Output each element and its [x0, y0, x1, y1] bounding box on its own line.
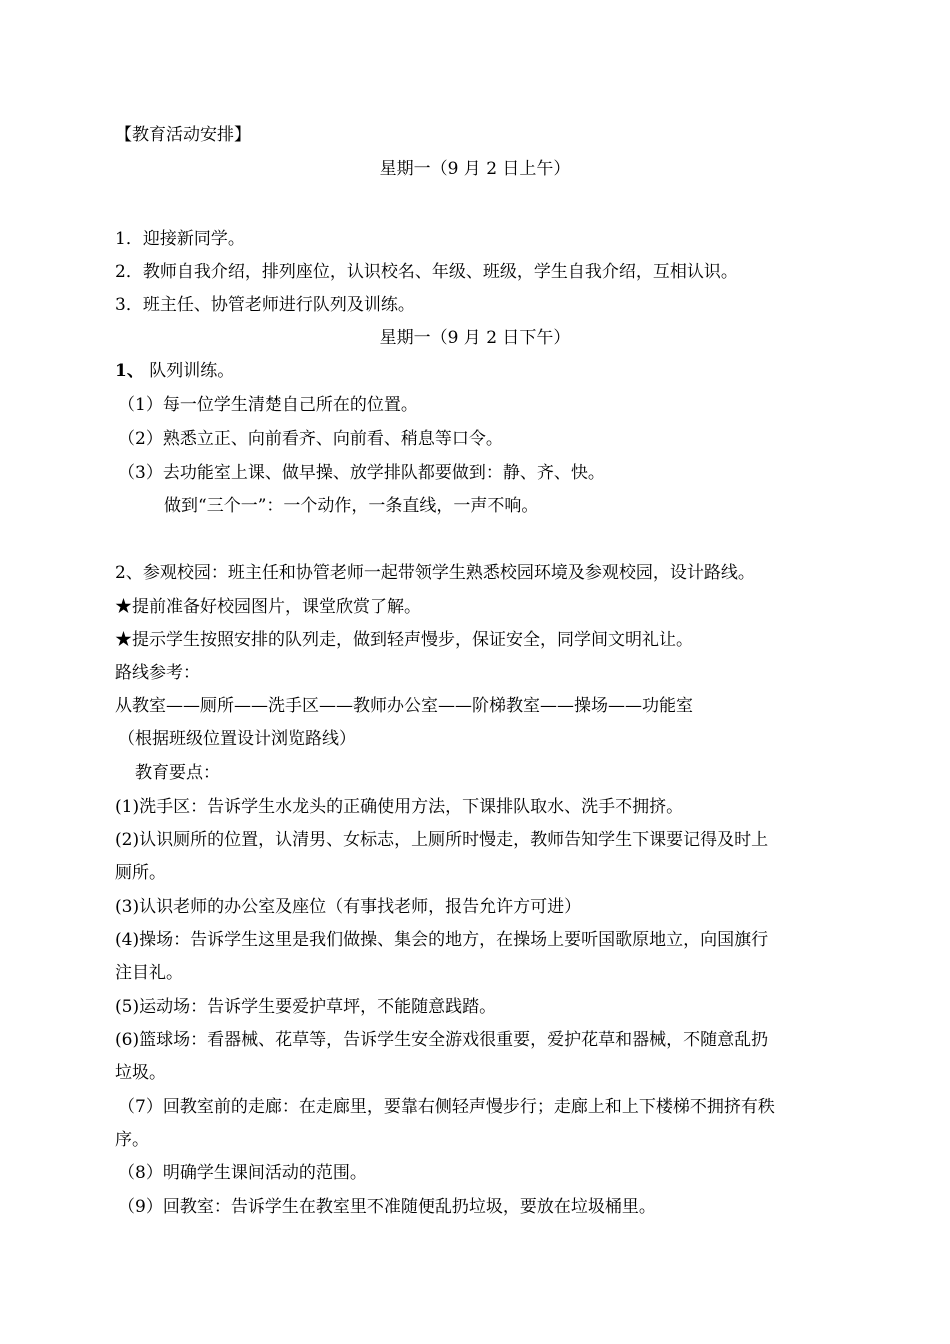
drill-item-1: （1）每一位学生清楚自己所在的位置。: [118, 395, 418, 415]
route-note: （根据班级位置设计浏览路线）: [118, 729, 356, 749]
tour-tip-1: ★提前准备好校园图片，课堂欣赏了解。: [115, 597, 421, 617]
morning-item-3: 3．班主任、协管老师进行队列及训练。: [115, 295, 415, 315]
point-4-cont: 注目礼。: [115, 963, 183, 983]
points-label: 教育要点：: [135, 763, 220, 783]
point-3: (3)认识老师的办公室及座位（有事找老师，报告允许方可进）: [115, 897, 582, 917]
point-1: (1)洗手区：告诉学生水龙头的正确使用方法，下课排队取水、洗手不拥挤。: [115, 797, 684, 817]
morning-item-2: 2．教师自我介绍，排列座位，认识校名、年级、班级，学生自我介绍，互相认识。: [115, 262, 738, 282]
point-8: （8）明确学生课间活动的范围。: [118, 1163, 367, 1183]
drill-title: 队列训练。: [143, 361, 235, 381]
tour-title: 2、参观校园：班主任和协管老师一起带领学生熟悉校园环境及参观校园，设计路线。: [115, 563, 755, 583]
section-header: 【教育活动安排】: [115, 125, 251, 145]
drill-number: 1、: [115, 361, 144, 381]
drill-item-3: （3）去功能室上课、做早操、放学排队都要做到：静、齐、快。: [118, 463, 605, 483]
point-5: (5)运动场：告诉学生要爱护草坪，不能随意践踏。: [115, 997, 497, 1017]
afternoon-title: 星期一（9 月 2 日下午）: [379, 328, 571, 348]
point-6-cont: 垃圾。: [115, 1063, 166, 1083]
drill-heading: [115, 360, 234, 382]
point-7-cont: 序。: [115, 1130, 149, 1150]
route-path: 从教室——厕所——洗手区——教师办公室——阶梯教室——操场——功能室: [115, 696, 693, 716]
point-2: (2)认识厕所的位置，认清男、女标志，上厕所时慢走，教师告知学生下课要记得及时上: [115, 830, 769, 850]
point-4: (4)操场：告诉学生这里是我们做操、集会的地方，在操场上要听国歌原地立，向国旗行: [115, 930, 769, 950]
point-2-cont: 厕所。: [115, 863, 166, 883]
morning-title: 星期一（9 月 2 日上午）: [379, 159, 571, 179]
route-label: 路线参考：: [115, 663, 200, 683]
drill-note: 做到“三个一”：一个动作，一条直线，一声不响。: [164, 496, 539, 516]
morning-item-1: 1．迎接新同学。: [115, 229, 245, 249]
point-9: （9）回教室：告诉学生在教室里不准随便乱扔垃圾，要放在垃圾桶里。: [118, 1197, 656, 1217]
tour-tip-2: ★提示学生按照安排的队列走，做到轻声慢步，保证安全，同学间文明礼让。: [115, 630, 693, 650]
point-6: (6)篮球场：看器械、花草等，告诉学生安全游戏很重要，爱护花草和器械，不随意乱扔: [115, 1030, 769, 1050]
point-7: （7）回教室前的走廊：在走廊里，要靠右侧轻声慢步行；走廊上和上下楼梯不拥挤有秩: [118, 1097, 775, 1117]
drill-item-2: （2）熟悉立正、向前看齐、向前看、稍息等口令。: [118, 429, 503, 449]
